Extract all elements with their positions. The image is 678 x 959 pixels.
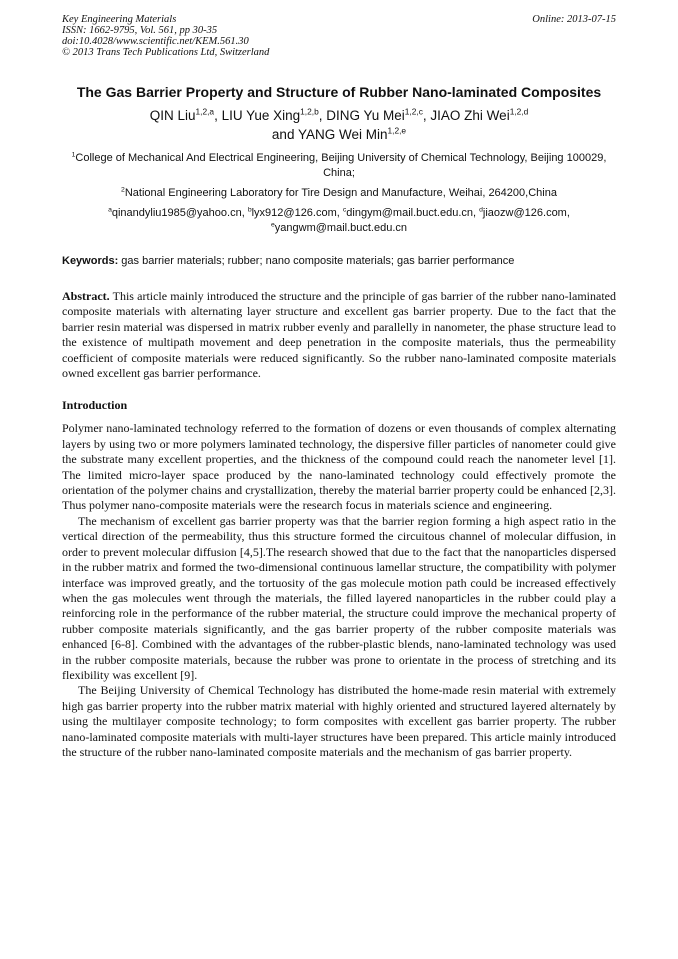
- email-link[interactable]: qinandyliu1985@yahoo.cn,: [111, 207, 248, 219]
- affiliation-text: National Engineering Laboratory for Tire Design and Manufacture, Weihai, 264200,China: [124, 187, 557, 199]
- email-link[interactable]: dingym@mail.buct.edu.cn,: [346, 207, 480, 219]
- affiliation-sup: 1: [71, 151, 76, 159]
- email-sup: e: [270, 221, 275, 229]
- intro-paragraph-3: The Beijing University of Chemical Technology has distributed the home-made resin material with extremely high gas barrier property into the rubber matrix material with highly oriented and structured layered alternately by using the multilayer composite technology; to form composites with excellent gas barrier property. The rubber nano-laminated composite materials with multi-layer structures have been prepared. This article mainly introduced the structure of the rubber nano-laminated composite materials and the mechanism of gas barrier property.: [62, 683, 616, 759]
- email-list: [62, 206, 616, 236]
- intro-paragraph-2: The mechanism of excellent gas barrier property was that the barrier region forming a high aspect ratio in the vertical direction of the permeability, thus this structure formed the circuitous channel of molecular diffusion, in order to prevent molecular diffusion [4,5].The research showed that due to the fact that the nanoparticles dispersed in the rubber matrix and formed the two-dimensional continuous lamellar structure, the compatibility with polymer interface was improved greatly, and the tortuosity of the gas molecule motion path could be increased effectively when the gas molecules went through the materials, the filled layered nanoparticles in the rubber could play a reinforcing role in the performance of the rubber material, the structure could improve the mechanical property of rubber composite materials significantly, and the gas barrier property of the rubber composite materials was enhanced [6-8]. Combined with the advantages of the rubber-plastic blends, nano-laminated technology was used in the rubber composite materials, because the rubber was prone to orientate in the process of stretching and its flexibility was excellent [9].: [62, 513, 616, 682]
- section-heading-introduction: Introduction: [62, 398, 128, 413]
- paper-title: The Gas Barrier Property and Structure of Rubber Nano-laminated Composites: [76, 84, 602, 100]
- author-line-1: [62, 106, 616, 125]
- abstract-text: This article mainly introduced the structure and the principle of gas barrier of the rubber nano-laminated composite materials with alternating layer structure and excellent gas barrier property. Due to the fact that the barrier resin material was dispersed in matrix rubber evenly and parallelly in nanometer, the phase structure lead to the existence of multipath movement and deep penetration in the composite materials, thus the permeability coefficient of composite materials were reduced significantly. So the rubber nano-laminated composite materials owned excellent gas barrier performance.: [62, 289, 616, 381]
- author-sep: ,: [214, 108, 222, 123]
- author-line-2: [62, 125, 616, 144]
- abstract: [62, 289, 616, 381]
- abstract-label: Abstract.: [62, 289, 110, 303]
- affiliation-sup: 2: [121, 186, 125, 194]
- email-sup: a: [108, 206, 112, 214]
- author-name: QIN Liu: [149, 108, 196, 123]
- keywords-label: Keywords:: [62, 255, 119, 267]
- affiliation-2: [62, 186, 616, 201]
- author-sup: 1,2,e: [387, 125, 407, 136]
- author-sep: ,: [318, 108, 327, 123]
- author-sep: ,: [422, 108, 431, 123]
- affiliation-text: College of Mechanical And Electrical Engineering, Beijing University of Chemical Technology, Beijing 100029, China;: [75, 152, 607, 179]
- doi-line[interactable]: doi:10.4028/www.scientific.net/KEM.561.30: [62, 36, 249, 47]
- online-date: Online: 2013-07-15: [532, 14, 616, 25]
- email-sup: d: [479, 206, 483, 214]
- email-link[interactable]: yangwm@mail.buct.edu.cn: [274, 222, 408, 234]
- issn-line: ISSN: 1662-9795, Vol. 561, pp 30-35: [62, 25, 218, 36]
- keywords-text: gas barrier materials; rubber; nano composite materials; gas barrier performance: [118, 255, 515, 267]
- email-link[interactable]: jiaozw@126.com,: [482, 207, 570, 219]
- intro-paragraph-1: Polymer nano-laminated technology referred to the formation of dozens or even thousands of complex alternating layers by using two or more polymers laminated technology, the dispersive filler particles of nanometer could give the substrate many excellent properties, and the thickness of the compound could reach the nanometer level [1]. The limited micro-layer space produced by the nano-laminated technology could effectively promote the orientation of the polymer chains and crystallization, thereby the material barrier property could be enhanced [2,3]. Thus polymer nano-composite materials were the research focus in materials science and engineering.: [62, 421, 616, 513]
- journal-name: Key Engineering Materials: [62, 14, 177, 25]
- author-list: [62, 106, 616, 144]
- affiliation-1: [62, 151, 616, 181]
- author-name: JIAO Zhi Wei: [430, 108, 510, 123]
- email-link[interactable]: lyx912@126.com,: [251, 207, 343, 219]
- copyright-line: © 2013 Trans Tech Publications Ltd, Switzerland: [62, 47, 270, 58]
- keywords: [62, 254, 616, 269]
- email-sup: c: [342, 206, 347, 214]
- journal-header: [62, 14, 616, 58]
- author-sup: 1,2,d: [509, 106, 529, 117]
- author-name: LIU Yue Xing: [221, 108, 301, 123]
- author-sup: 1,2,b: [300, 106, 319, 117]
- author-sup: 1,2,c: [404, 106, 423, 117]
- paper-page: [62, 14, 616, 760]
- email-sup: b: [247, 206, 252, 214]
- author-name: and YANG Wei Min: [271, 127, 388, 142]
- author-sup: 1,2,a: [195, 106, 215, 117]
- author-name: DING Yu Mei: [326, 108, 405, 123]
